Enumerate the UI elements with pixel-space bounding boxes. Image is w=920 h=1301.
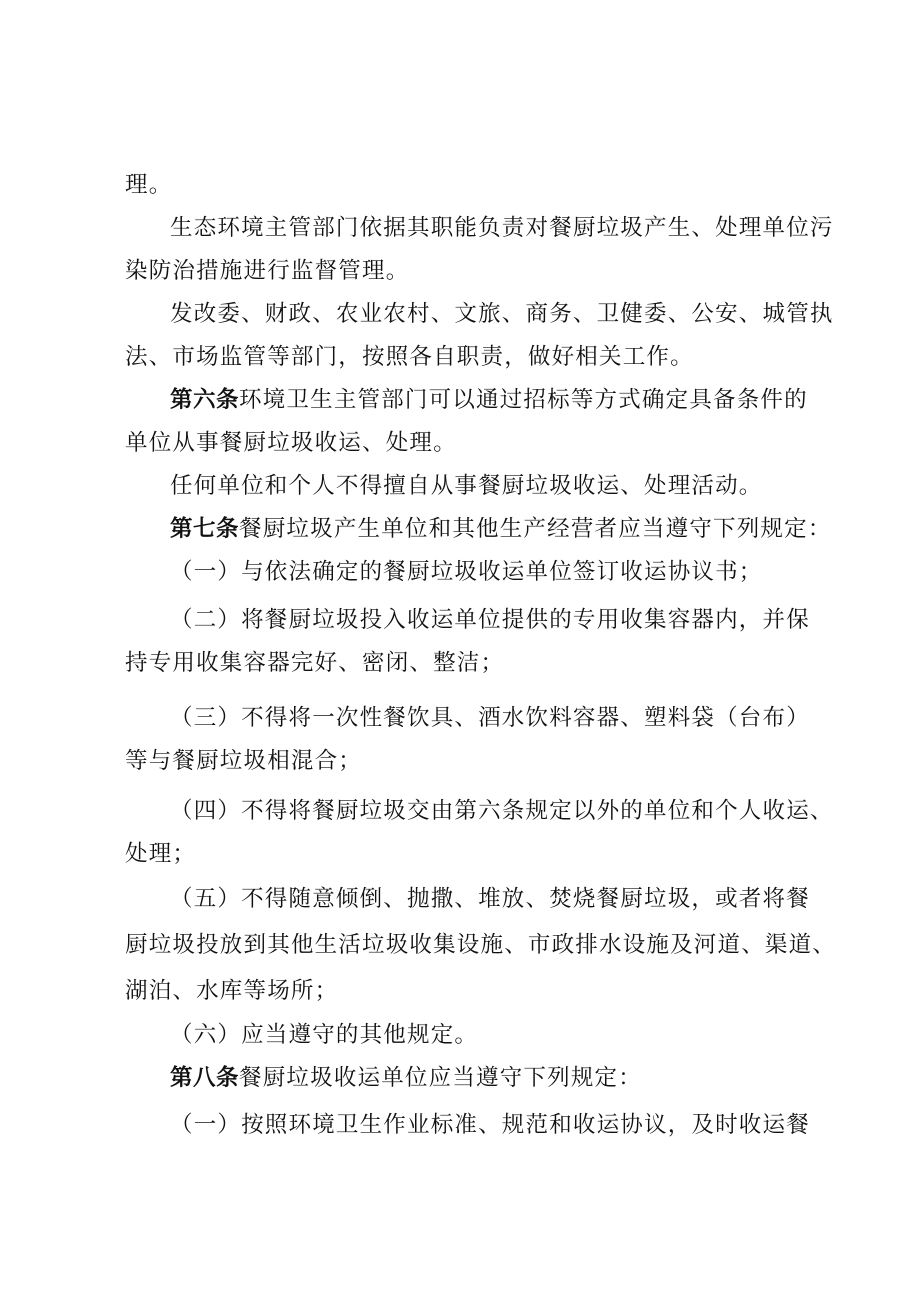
paragraph-line: 理。 (125, 172, 173, 198)
list-item-line: （六）应当遵守的其他规定。 (170, 1022, 479, 1048)
list-item-line: （五）不得随意倾倒、抛撒、堆放、焚烧餐厨垃圾，或者将餐 (170, 886, 810, 912)
list-item-continuation: 厨垃圾投放到其他生活垃圾收集设施、市政排水设施及河道、渠道、 (125, 932, 837, 958)
list-item-line: （一）按照环境卫生作业标准、规范和收运协议，及时收运餐 (170, 1112, 810, 1138)
paragraph-line: 染防治措施进行监督管理。 (125, 258, 410, 284)
article-heading: 第八条 (170, 1065, 240, 1091)
paragraph-line: 法、市场监管等部门，按照各自职责，做好相关工作。 (125, 344, 694, 370)
list-item-continuation: 湖泊、水库等场所； (125, 978, 339, 1004)
article-text: 餐厨垃圾产生单位和其他生产经营者应当遵守下列规定： (239, 516, 832, 542)
paragraph-line: 发改委、财政、农业农村、文旅、商务、卫健委、公安、城管执 (170, 301, 834, 327)
list-item-continuation: 等与餐厨垃圾相混合； (125, 748, 363, 774)
list-item-continuation: 持专用收集容器完好、密闭、整洁； (125, 650, 505, 676)
article-heading: 第六条 (170, 387, 240, 413)
list-item-line: （四）不得将餐厨垃圾交由第六条规定以外的单位和个人收运、 (170, 798, 834, 824)
list-item-line: （三）不得将一次性餐饮具、酒水饮料容器、塑料袋（台布） (170, 705, 810, 731)
article-text: 餐厨垃圾收运单位应当遵守下列规定： (239, 1065, 642, 1091)
article-line (170, 1063, 870, 1093)
list-item-line: （一）与依法确定的餐厨垃圾收运单位签订收运协议书； (170, 559, 763, 585)
paragraph-line: 任何单位和个人不得擅自从事餐厨垃圾收运、处理活动。 (170, 473, 763, 499)
article-text: 环境卫生主管部门可以通过招标等方式确定具备条件的 (239, 387, 808, 413)
article-line (170, 514, 870, 544)
list-item-continuation: 处理； (125, 841, 197, 867)
article-line (170, 385, 870, 415)
paragraph-line: 生态环境主管部门依据其职能负责对餐厨垃圾产生、处理单位污 (170, 215, 834, 241)
paragraph-line: 单位从事餐厨垃圾收运、处理。 (125, 430, 457, 456)
list-item-line: （二）将餐厨垃圾投入收运单位提供的专用收集容器内，并保 (170, 607, 810, 633)
article-heading: 第七条 (170, 516, 240, 542)
